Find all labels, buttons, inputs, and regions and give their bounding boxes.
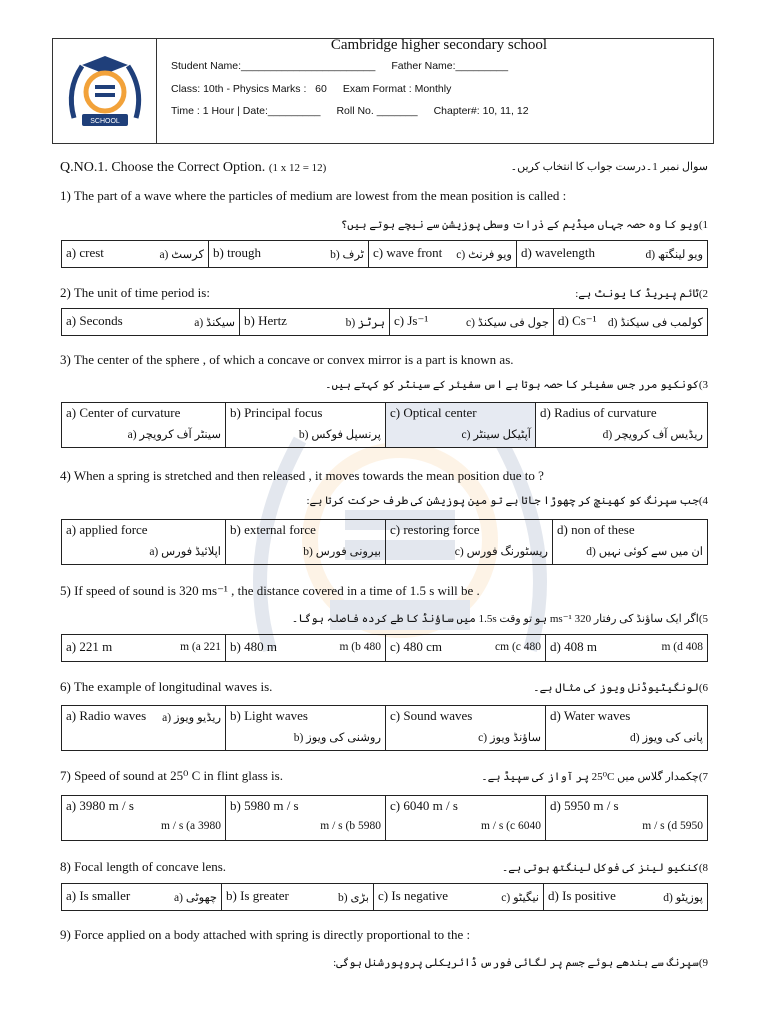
school-logo-icon	[53, 39, 157, 143]
question-1-options	[61, 240, 708, 268]
question-4-urdu: 4)جب سپرنگ کو کھینچ کر چھوڑا جاتا ہے تو مین پوزیشن کی طرف حرکت کرتا ہے:	[306, 495, 708, 507]
question-3-options	[61, 402, 708, 448]
question-6-urdu: 6)لونگیٹیوڈنل ویوز کی مثال ہے۔	[533, 682, 708, 694]
option-d[interactable]: d) non of these ان میں سے کوئی نہیں (d	[553, 520, 708, 565]
option-c[interactable]: c) 480 cm 480 cm (c	[386, 635, 546, 662]
option-a[interactable]: a) 3980 m / s 3980 m / s (a	[62, 796, 226, 841]
option-d[interactable]: d) Cs⁻¹ کولمب فی سیکنڈ (d	[554, 309, 708, 336]
exam-header	[52, 38, 714, 144]
option-c[interactable]: c) Sound waves ساؤنڈ ویوز (c	[386, 706, 546, 751]
student-info-line	[171, 60, 524, 72]
question-6-options	[61, 705, 708, 751]
option-c[interactable]: c) 6040 m / s 6040 m / s (c	[386, 796, 546, 841]
father-name-field: Father Name:_________	[391, 60, 509, 72]
option-b[interactable]: b) Principal focus پرنسپل فوکس (b	[226, 403, 386, 448]
question-1-urdu: 1)ویو کا وہ حصہ جہاں میڈیم کے ذرات وسطی پوزیشن سے نیچے ہوتے ہیں؟	[340, 219, 708, 231]
chapter-info: Chapter#: 10, 11, 12	[433, 105, 529, 117]
option-a[interactable]: a) Seconds سیکنڈ (a	[62, 309, 240, 336]
option-d[interactable]: d) 5950 m / s 5950 m / s (d	[546, 796, 708, 841]
class-info-line	[171, 83, 467, 95]
question-5-urdu: 5)اگر ایک ساؤنڈ کی رفتار 320 ms⁻¹ ہو تو وقت 1.5s میں ساؤنڈ کا طے کردہ فاصلہ ہوگا۔	[291, 613, 708, 625]
option-d[interactable]: d) wavelength ویو لینگتھ (d	[517, 241, 708, 268]
question-1-text: 1) The part of a wave where the particles of medium are lowest from the mean position is called :	[60, 188, 567, 203]
class-info: Class: 10th - Physics Marks : 60	[171, 83, 327, 95]
option-b[interactable]: b) Light waves روشنی کی ویوز (b	[226, 706, 386, 751]
question-5-options	[61, 634, 708, 662]
student-name-field: Student Name:_______________________	[171, 60, 376, 72]
question-5-text: 5) If speed of sound is 320 ms⁻¹ , the distance covered in a time of 1.5 s will be .	[60, 583, 480, 598]
section-title: Q.NO.1. Choose the Correct Option. (1 x 12 = 12)	[60, 160, 327, 175]
option-d[interactable]: d) Radius of curvature ریڈیس آف کرویچر (d	[536, 403, 708, 448]
option-b[interactable]: b) 480 m 480 m (b	[226, 635, 386, 662]
option-c[interactable]: c) Optical center آپٹیکل سینٹر (c	[386, 403, 536, 448]
school-name: Cambridge higher secondary school	[330, 37, 548, 53]
question-2-text: 2) The unit of time period is:	[60, 285, 210, 300]
option-c[interactable]: c) Js⁻¹ جول فی سیکنڈ (c	[390, 309, 554, 336]
option-c[interactable]: c) Is negative نیگیٹو (c	[374, 884, 544, 911]
option-d[interactable]: d) Water waves پانی کی ویوز (d	[546, 706, 708, 751]
option-a[interactable]: a) Radio waves ریڈیو ویوز (a	[62, 706, 226, 751]
option-a[interactable]: a) Is smaller چھوٹی (a	[62, 884, 222, 911]
question-7-options	[61, 795, 708, 841]
question-4-text: 4) When a spring is stretched and then released , it moves towards the mean position due to ?	[60, 468, 544, 483]
option-b[interactable]: b) trough ٹرف (b	[209, 241, 369, 268]
logo-school-text: SCHOOL	[89, 118, 120, 125]
time-info-line	[171, 105, 545, 117]
question-6-text: 6) The example of longitudinal waves is.	[60, 679, 273, 694]
option-a[interactable]: a) applied force اپلائیڈ فورس (a	[62, 520, 226, 565]
option-b[interactable]: b) 5980 m / s 5980 m / s (b	[226, 796, 386, 841]
section-title-urdu: سوال نمبر 1۔درست جواب کا انتخاب کریں۔	[510, 161, 708, 173]
option-b[interactable]: b) Hertz ہرٹز (b	[240, 309, 390, 336]
question-2-options	[61, 308, 708, 336]
option-d[interactable]: d) 408 m 408 m (d	[546, 635, 708, 662]
option-c[interactable]: c) restoring force ریسٹورنگ فورس (c	[386, 520, 553, 565]
option-b[interactable]: b) Is greater بڑی (b	[222, 884, 374, 911]
roll-no-field: Roll No. _______	[336, 105, 418, 117]
option-a[interactable]: a) crest کرسٹ (a	[62, 241, 209, 268]
question-8-urdu: 8)کنکیو لینز کی فوکل لینگتھ ہوتی ہے۔	[501, 862, 708, 874]
option-a[interactable]: a) Center of curvature سینٹر آف کرویچر (a	[62, 403, 226, 448]
option-b[interactable]: b) external force بیرونی فورس (b	[226, 520, 386, 565]
section-marks: (1 x 12 = 12)	[268, 162, 327, 174]
question-9-text: 9) Force applied on a body attached with spring is directly proportional to the :	[60, 927, 471, 942]
option-a[interactable]: a) 221 m 221 m (a	[62, 635, 226, 662]
option-d[interactable]: d) Is positive پوزیٹو (d	[544, 884, 708, 911]
question-7-urdu: 7)چکمدار گلاس میں 25⁰C پر آواز کی سپیڈ ہے۔	[481, 771, 708, 783]
question-4-options	[61, 519, 708, 565]
option-c[interactable]: c) wave front ویو فرنٹ (c	[369, 241, 517, 268]
question-3-text: 3) The center of the sphere , of which a concave or convex mirror is a part is known as.	[60, 352, 514, 367]
question-9-urdu: 9)سپرنگ سے بندھے ہوئے جسم پر لگائی فورس ڈائریکلی پروپورشنل ہوگی:	[333, 957, 708, 969]
question-3-urdu: 3)کونکیو مرر جس سفیئر کا حصہ ہوتا ہے اس سفیئر کے سینٹر کو کہتے ہیں۔	[325, 379, 708, 391]
question-8-text: 8) Focal length of concave lens.	[60, 859, 227, 874]
time-date-field: Time : 1 Hour | Date:_________	[171, 105, 321, 117]
question-8-options	[61, 883, 708, 911]
question-7-text: 7) Speed of sound at 25⁰ C in flint glass is.	[60, 768, 283, 783]
exam-format: Exam Format : Monthly	[342, 83, 452, 95]
question-2-urdu: 2)ٹائم پیریڈ کا یونٹ ہے:	[575, 288, 708, 300]
